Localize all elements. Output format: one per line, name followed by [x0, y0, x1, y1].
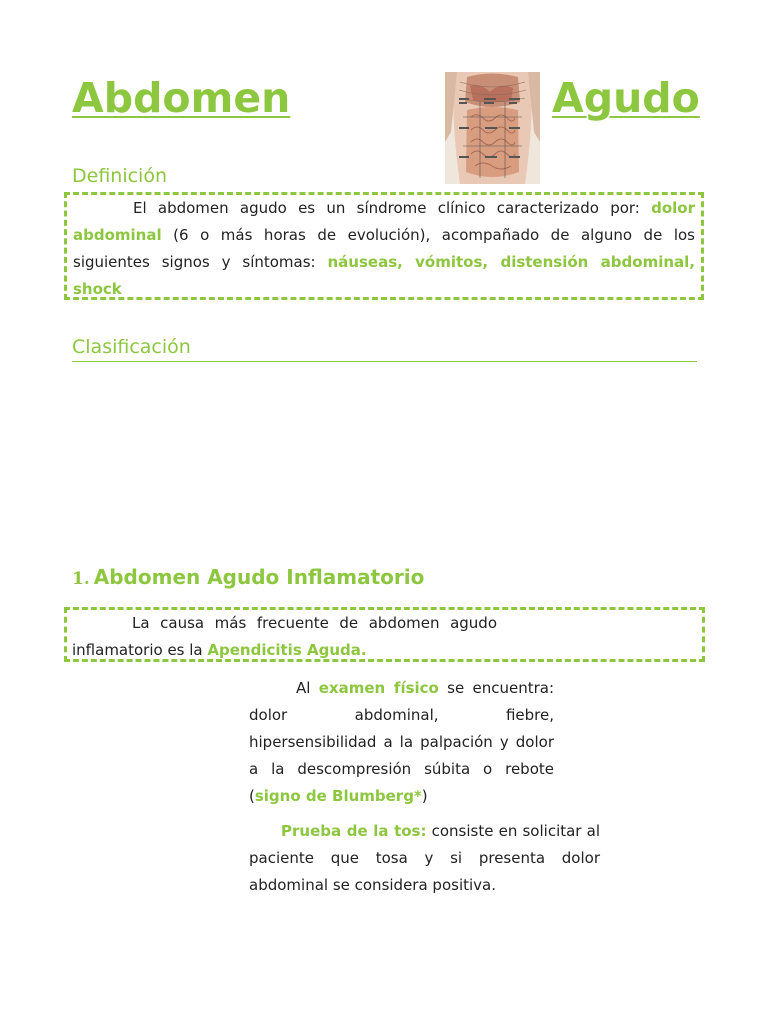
section1-box-highlight: Apendicitis Aguda.	[207, 641, 367, 659]
definicion-text-1: El abdomen agudo es un síndrome clínico caracterizado por:	[133, 199, 652, 217]
cough-test-text: consiste en solicitar al paciente que tosa y si presenta dolor abdominal se considera positiva.	[249, 822, 600, 894]
clasificacion-heading: Clasificación	[72, 336, 191, 358]
exam-highlight: examen físico	[318, 679, 439, 697]
exam-text: se encuentra: dolor abdominal, fiebre, hipersensibilidad a la palpación y dolor a la descompresión súbita o rebote (	[249, 679, 554, 805]
section1-title-text: Abdomen Agudo Inflamatorio	[93, 565, 425, 589]
definicion-highlight-dolor: dolor abdominal	[73, 199, 695, 244]
section1-number: 1.	[72, 569, 90, 589]
definicion-paragraph	[73, 195, 695, 303]
abdomen-anatomy-illustration	[445, 72, 540, 184]
exam-paragraph	[249, 675, 554, 810]
section1-box-paragraph	[72, 610, 497, 664]
section1-box-text: La causa más frecuente de abdomen agudo inflamatorio es la	[72, 614, 497, 659]
blumberg-sign: signo de Blumberg*	[254, 787, 422, 805]
title-word-abdomen: Abdomen	[72, 74, 291, 122]
exam-close: )	[421, 787, 428, 805]
definicion-text-2: (6 o más horas de evolución), acompañado de alguno de los siguientes signos y síntomas:	[73, 226, 695, 271]
cough-test-paragraph	[249, 818, 600, 899]
section1-box	[64, 607, 705, 662]
cough-test-highlight: Prueba de la tos:	[281, 822, 427, 840]
definicion-heading: Definición	[72, 165, 167, 187]
section1-title	[72, 565, 424, 589]
clasificacion-divider	[72, 361, 697, 362]
definicion-highlight-signos: náuseas, vómitos, distensión abdominal, shock	[73, 253, 695, 298]
exam-prefix: Al	[296, 679, 319, 697]
title-word-agudo: Agudo	[552, 74, 700, 122]
definicion-box	[64, 192, 704, 300]
